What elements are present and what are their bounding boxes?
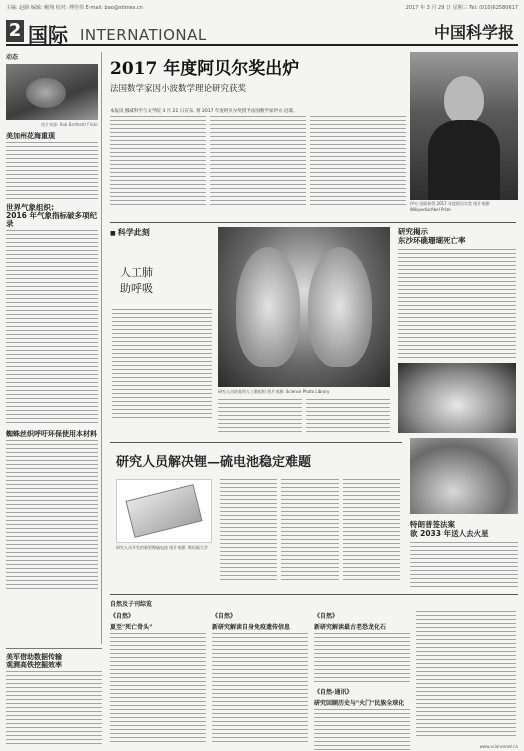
text-column <box>218 399 302 433</box>
nature-digest <box>110 594 518 744</box>
journal-name: 《自然》 <box>110 613 135 620</box>
editors-line: 主编: 赵路 编辑: 鲍翔 校对: 傅佳伟 E-mail: bao@stimes.cn <box>6 5 143 11</box>
news-headline <box>6 653 102 669</box>
digest-column <box>110 611 206 741</box>
side-headline <box>410 520 518 538</box>
battery-image <box>116 479 212 543</box>
battery-headline: 研究人员解决锂—硫电池稳定难题 <box>116 455 312 470</box>
headline-line: 世界气象组织: <box>6 203 54 212</box>
science-section <box>110 222 516 434</box>
lung-lobe <box>308 247 372 367</box>
portrait-face <box>444 76 484 124</box>
digest-column <box>314 611 410 741</box>
journal-name: 《自然-通讯》 <box>314 689 353 696</box>
portrait-body <box>428 120 500 200</box>
digest-text <box>416 611 516 737</box>
section-title-cn: 国际 <box>28 23 68 47</box>
top-info-line <box>6 4 518 12</box>
text-column <box>310 116 406 208</box>
main-byline: 本报讯 挪威科学与文学院 3 月 21 日宣布, 将 2017 年度阿贝尔奖授予法国数学家伊夫·迈耶。 <box>110 109 298 114</box>
laureate-portrait <box>410 52 518 200</box>
journal-name: 《自然》 <box>314 613 339 620</box>
headline-line: 欲 2033 年送人去火星 <box>410 529 489 538</box>
text-column <box>281 479 338 583</box>
side-article-text <box>410 542 518 590</box>
text-column <box>306 399 390 433</box>
news-headline <box>6 204 98 228</box>
feature-title <box>120 265 153 297</box>
article-text <box>6 671 102 745</box>
main-headline: 2017 年度阿贝尔奖出炉 <box>110 59 300 79</box>
digest-column <box>212 611 308 741</box>
feature-title-line: 人工肺 <box>120 266 153 279</box>
text-column <box>110 116 206 208</box>
column-tag: 动态 <box>6 54 19 61</box>
left-news-column <box>6 52 102 644</box>
left-bottom-story <box>6 648 102 744</box>
digest-tag: 自然及子刊综览 <box>110 601 153 608</box>
battery-story <box>110 442 402 588</box>
portrait-caption: 伊夫·迈耶获得 2017 年度阿贝尔奖 图片来源: Wikipedia/Abel Prize <box>410 201 491 212</box>
digest-title: 新研究解读最古老恐龙化石 <box>314 624 387 631</box>
science-tag: ■ 科学此刻 <box>110 227 150 238</box>
section-title-en: INTERNATIONAL <box>80 26 207 44</box>
footer-url[interactable]: www.sciencenet.cn <box>479 744 518 749</box>
news-photo <box>6 64 98 120</box>
feature-title-line: 助呼吸 <box>120 282 153 295</box>
battery-cell <box>125 484 202 538</box>
side-photo <box>410 438 518 514</box>
digest-text <box>212 633 308 745</box>
digest-column <box>416 611 516 741</box>
headline-line: 研究揭示 <box>398 227 428 236</box>
journal-name: 《自然》 <box>212 613 237 620</box>
news-headline: 蜘蛛丝织呼吁环保使用本材料 <box>6 430 97 438</box>
main-subheadline: 法国数学家因小波数学理论研究获奖 <box>110 84 247 94</box>
battery-body <box>220 479 400 583</box>
battery-caption: 研究人员开发的新型锂硫电池 图片来源: 斯坦福大学 <box>116 545 208 550</box>
headline-line: 东沙环礁珊瑚死亡率 <box>398 236 466 245</box>
coral-photo <box>398 363 516 433</box>
feature-body <box>218 399 390 433</box>
digest-text <box>110 633 206 745</box>
masthead <box>6 14 518 46</box>
headline-line: 特朗普签法案 <box>410 520 455 529</box>
text-column <box>210 116 306 208</box>
feature-text <box>112 309 212 419</box>
digest-title: 研究回顾历史与"火门"民族全球化 <box>314 700 405 707</box>
page-number: 2 <box>6 20 24 42</box>
digest-text <box>314 633 410 683</box>
lung-image <box>218 227 390 387</box>
text-column <box>220 479 277 583</box>
news-headline: 美加州花海重现 <box>6 132 55 140</box>
article-text <box>6 230 98 426</box>
newspaper-logo: 中国科学报 <box>433 23 514 42</box>
side-article-text <box>398 249 516 359</box>
digest-title: 新研究解读自身免疫遗传信息 <box>212 624 291 631</box>
lung-lobe <box>236 247 300 367</box>
digest-title: 夏至"死亡骨头" <box>110 624 153 631</box>
date-line: 2017 年 3 月 29 日 星期三 Tel: (010)62580617 <box>405 5 518 11</box>
headline-line: 观测高铁挖掘效率 <box>6 661 62 669</box>
article-text <box>6 142 98 200</box>
digest-text <box>314 709 410 751</box>
article-text <box>6 440 98 590</box>
side-headline <box>398 227 516 245</box>
photo-credit: 图片来源: Rob Barthelt/ Flickr <box>41 122 98 127</box>
main-story-body <box>110 116 406 208</box>
image-caption: 研究人员培育的人工肺组织 图片来源: Science Photo Library <box>218 389 330 394</box>
headline-line: 2016 年气象指标破多项纪录 <box>6 211 97 228</box>
main-story-header <box>110 54 408 94</box>
headline-line: 美军借助数据传输 <box>6 653 62 661</box>
text-column <box>343 479 400 583</box>
